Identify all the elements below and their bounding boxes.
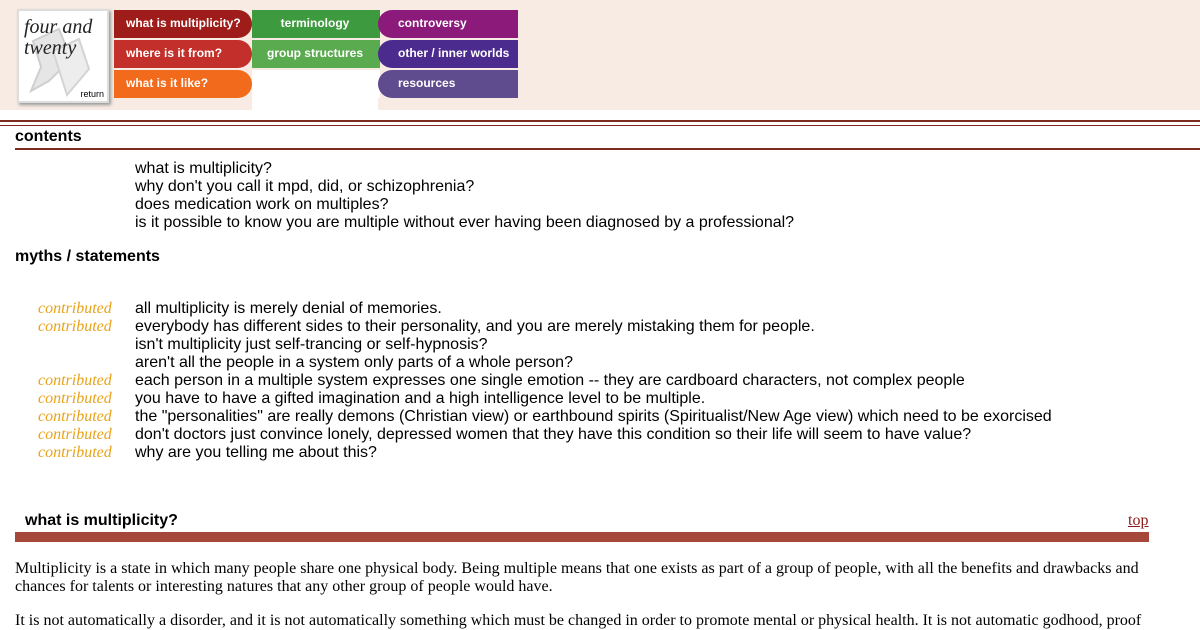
contributed-label: contributed — [38, 390, 112, 407]
nav-group-structures[interactable] — [252, 40, 378, 68]
paragraph: Multiplicity is a state in which many people share one physical body. Being multiple means that one exists as part of a group of people, with all the benefits and drawbacks and chances for talents or interesting natures that any other group of people would have. — [15, 560, 1139, 595]
header-rule-thin — [0, 125, 1200, 126]
myths-heading: myths / statements — [15, 248, 160, 265]
contents-heading: contents — [15, 128, 82, 145]
nav-where-is-it-from[interactable] — [114, 40, 252, 68]
myth-link[interactable]: everybody has different sides to their personality, and you are merely mistaking them for people. — [135, 318, 815, 335]
myth-link[interactable]: aren't all the people in a system only parts of a whole person? — [135, 354, 573, 371]
nav-terminology[interactable] — [252, 10, 378, 38]
myth-link[interactable]: isn't multiplicity just self-trancing or self-hypnosis? — [135, 336, 488, 353]
contributed-label: contributed — [38, 318, 112, 335]
contributed-label: contributed — [38, 300, 112, 317]
paragraph: It is not automatically a disorder, and it is not automatically something which must be changed in order to promote mental or physical health. It is not automatic godhood, proof — [15, 612, 1142, 629]
nav-label: controversy — [398, 16, 467, 30]
contents-link[interactable]: is it possible to know you are multiple without ever having been diagnosed by a professional? — [135, 214, 795, 231]
contributed-label: contributed — [38, 444, 112, 461]
site-logo[interactable] — [17, 9, 109, 103]
header-banner — [0, 0, 1200, 110]
contents-rule — [15, 148, 1200, 150]
nav-label: what is multiplicity? — [126, 16, 241, 30]
contributed-empty — [38, 354, 112, 372]
nav-label: what is it like? — [126, 76, 209, 90]
contents-list — [135, 160, 794, 232]
nav-what-is-it-like[interactable] — [114, 70, 252, 98]
nav-label: other / inner worlds — [398, 46, 510, 60]
nav-what-is-multiplicity[interactable] — [114, 10, 252, 38]
nav-label: group structures — [266, 46, 363, 60]
section-heading: what is multiplicity? — [25, 512, 178, 529]
myth-link[interactable]: don't doctors just convince lonely, depressed women that they have this condition so their life will seem to have value? — [135, 426, 972, 443]
myth-link[interactable]: the "personalities" are really demons (Christian view) or earthbound spirits (Spiritualist/New Age view) which need to be exorcised — [135, 408, 1052, 425]
nav-empty-cell — [252, 70, 378, 110]
contributed-column — [38, 300, 112, 462]
contributed-label: contributed — [38, 426, 112, 443]
nav-label: terminology — [280, 16, 350, 30]
contributed-label: contributed — [38, 372, 112, 389]
top-link[interactable]: top — [1128, 512, 1149, 529]
myths-list — [135, 300, 1052, 462]
section-bar — [15, 532, 1149, 542]
nav-label: resources — [398, 76, 456, 90]
header-rule — [0, 120, 1200, 122]
nav-other-inner-worlds[interactable] — [378, 40, 518, 68]
nav-label: where is it from? — [126, 46, 223, 60]
contributed-label: contributed — [38, 408, 112, 425]
nav-resources[interactable] — [378, 70, 518, 98]
contents-link[interactable]: what is multiplicity? — [135, 160, 272, 177]
myth-link[interactable]: each person in a multiple system expresses one single emotion -- they are cardboard characters, not complex people — [135, 372, 965, 389]
logo-title: four and twenty — [24, 16, 93, 59]
contents-link[interactable]: why don't you call it mpd, did, or schizophrenia? — [135, 178, 475, 195]
nav-controversy[interactable] — [378, 10, 518, 38]
contents-link[interactable]: does medication work on multiples? — [135, 196, 389, 213]
return-link[interactable]: return — [80, 89, 104, 99]
contributed-empty — [38, 336, 112, 354]
myth-link[interactable]: all multiplicity is merely denial of memories. — [135, 300, 442, 317]
myth-link[interactable]: why are you telling me about this? — [135, 444, 377, 461]
myth-link[interactable]: you have to have a gifted imagination and a high intelligence level to be multiple. — [135, 390, 706, 407]
